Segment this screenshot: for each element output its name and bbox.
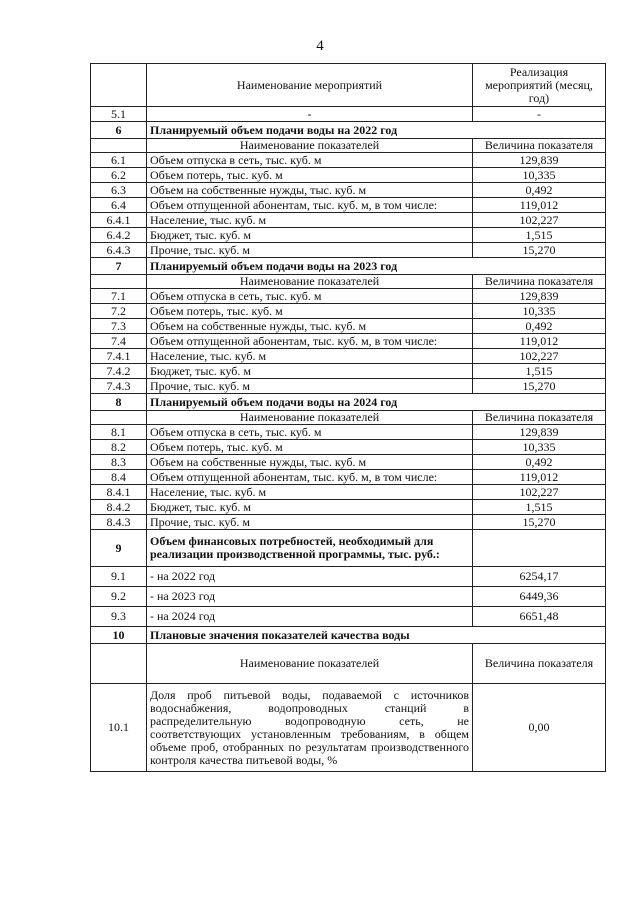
subheader-value: Величина показателя — [473, 275, 606, 289]
row-name: - — [147, 107, 473, 122]
row-name: Население, тыс. куб. м — [147, 485, 473, 500]
row-number: 9.3 — [91, 607, 147, 627]
section-number: 7 — [91, 258, 147, 275]
section-title: Планируемый объем подачи воды на 2022 год — [147, 122, 606, 139]
row-number: 8.4 — [91, 470, 147, 485]
row-name: - на 2023 год — [147, 587, 473, 607]
row-value: 1,515 — [473, 500, 606, 515]
subheader-blank — [91, 644, 147, 684]
section-value-blank — [473, 530, 606, 567]
row-number: 7.2 — [91, 304, 147, 319]
table-row — [91, 319, 606, 334]
subheader-name: Наименование показателей — [147, 275, 473, 289]
table-row — [91, 213, 606, 228]
row-value: 0,492 — [473, 183, 606, 198]
row-value: 119,012 — [473, 198, 606, 213]
subheader-name: Наименование показателей — [147, 411, 473, 425]
row-name: Объем отпуска в сеть, тыс. куб. м — [147, 289, 473, 304]
table-row — [91, 440, 606, 455]
table-row — [91, 684, 606, 772]
program-table — [90, 63, 606, 772]
row-value: 6651,48 — [473, 607, 606, 627]
row-number: 8.2 — [91, 440, 147, 455]
row-value: 6254,17 — [473, 567, 606, 587]
row-name: Население, тыс. куб. м — [147, 213, 473, 228]
section-title-row — [91, 122, 606, 139]
row-number: 6.4.2 — [91, 228, 147, 243]
row-number: 8.3 — [91, 455, 147, 470]
row-number: 6.3 — [91, 183, 147, 198]
table-row — [91, 607, 606, 627]
table-row — [91, 455, 606, 470]
row-name: Объем потерь, тыс. куб. м — [147, 440, 473, 455]
subheader-blank — [91, 411, 147, 425]
row-name: Объем на собственные нужды, тыс. куб. м — [147, 455, 473, 470]
row-number: 8.4.1 — [91, 485, 147, 500]
table-row — [91, 228, 606, 243]
row-name: Объем потерь, тыс. куб. м — [147, 168, 473, 183]
row-value: 129,839 — [473, 425, 606, 440]
section-number: 6 — [91, 122, 147, 139]
row-value: 1,515 — [473, 364, 606, 379]
subheader-name: Наименование показателей — [147, 644, 473, 684]
section-title: Объем финансовых потребностей, необходимый для реализации производственной программы, тыс. руб.: — [147, 530, 473, 567]
row-value: 6449,36 — [473, 587, 606, 607]
header-num-cell — [91, 64, 147, 107]
row-number: 6.2 — [91, 168, 147, 183]
section-number: 10 — [91, 627, 147, 644]
row-number: 7.4.2 — [91, 364, 147, 379]
row-number: 10.1 — [91, 684, 147, 772]
row-name: - на 2022 год — [147, 567, 473, 587]
table-row — [91, 289, 606, 304]
row-number: 9.1 — [91, 567, 147, 587]
row-value: 102,227 — [473, 349, 606, 364]
row-value: 10,335 — [473, 304, 606, 319]
section-title-row — [91, 530, 606, 567]
row-name: Объем отпущенной абонентам, тыс. куб. м, в том числе: — [147, 334, 473, 349]
row-name: Бюджет, тыс. куб. м — [147, 500, 473, 515]
row-name: Объем на собственные нужды, тыс. куб. м — [147, 183, 473, 198]
row-name: Объем отпущенной абонентам, тыс. куб. м, в том числе: — [147, 470, 473, 485]
row-name: Прочие, тыс. куб. м — [147, 515, 473, 530]
subheader-value: Величина показателя — [473, 644, 606, 684]
row-name: Доля проб питьевой воды, подаваемой с источников водоснабжения, водопроводных станций в распределительную водопроводную сеть, не соответствующих установленным требованиям, в общем объеме проб, отобранных по результатам производственного контроля качества питьевой воды, % — [147, 684, 473, 772]
section-title: Плановые значения показателей качества воды — [147, 627, 606, 644]
table-row — [91, 107, 606, 122]
table-row — [91, 379, 606, 394]
header-col-name: Наименование мероприятий — [147, 64, 473, 107]
row-name: Объем на собственные нужды, тыс. куб. м — [147, 319, 473, 334]
table-row — [91, 515, 606, 530]
row-value: - — [473, 107, 606, 122]
row-value: 119,012 — [473, 470, 606, 485]
section-title: Планируемый объем подачи воды на 2023 год — [147, 258, 606, 275]
subheader-blank — [91, 139, 147, 153]
table-header-row — [91, 64, 606, 107]
row-name: Объем отпуска в сеть, тыс. куб. м — [147, 153, 473, 168]
table-row — [91, 168, 606, 183]
table-row — [91, 500, 606, 515]
row-name: Объем отпуска в сеть, тыс. куб. м — [147, 425, 473, 440]
row-name: Бюджет, тыс. куб. м — [147, 364, 473, 379]
page-number: 4 — [316, 38, 324, 54]
row-value: 1,515 — [473, 228, 606, 243]
row-name: Население, тыс. куб. м — [147, 349, 473, 364]
row-value: 129,839 — [473, 289, 606, 304]
subheader-row — [91, 644, 606, 684]
table-row — [91, 364, 606, 379]
row-value: 10,335 — [473, 168, 606, 183]
row-number: 5.1 — [91, 107, 147, 122]
row-number: 6.4.1 — [91, 213, 147, 228]
row-number: 8.4.3 — [91, 515, 147, 530]
subheader-value: Величина показателя — [473, 139, 606, 153]
row-number: 9.2 — [91, 587, 147, 607]
table-row — [91, 425, 606, 440]
row-number: 7.4.1 — [91, 349, 147, 364]
row-number: 7.4.3 — [91, 379, 147, 394]
row-value: 102,227 — [473, 213, 606, 228]
subheader-name: Наименование показателей — [147, 139, 473, 153]
row-name: - на 2024 год — [147, 607, 473, 627]
subheader-row — [91, 275, 606, 289]
row-number: 6.4 — [91, 198, 147, 213]
row-name: Объем потерь, тыс. куб. м — [147, 304, 473, 319]
row-value: 15,270 — [473, 515, 606, 530]
row-number: 6.1 — [91, 153, 147, 168]
section-title-row — [91, 258, 606, 275]
row-value: 0,00 — [473, 684, 606, 772]
row-name: Бюджет, тыс. куб. м — [147, 228, 473, 243]
table-row — [91, 485, 606, 500]
row-number: 7.1 — [91, 289, 147, 304]
table-row — [91, 243, 606, 258]
row-number: 6.4.3 — [91, 243, 147, 258]
row-value: 129,839 — [473, 153, 606, 168]
section-title-row — [91, 394, 606, 411]
table-row — [91, 349, 606, 364]
row-name: Объем отпущенной абонентам, тыс. куб. м, в том числе: — [147, 198, 473, 213]
row-value: 0,492 — [473, 455, 606, 470]
row-number: 7.4 — [91, 334, 147, 349]
table-row — [91, 470, 606, 485]
subheader-value: Величина показателя — [473, 411, 606, 425]
row-value: 102,227 — [473, 485, 606, 500]
subheader-row — [91, 139, 606, 153]
row-value: 15,270 — [473, 243, 606, 258]
table-row — [91, 198, 606, 213]
subheader-blank — [91, 275, 147, 289]
row-number: 8.4.2 — [91, 500, 147, 515]
row-name: Прочие, тыс. куб. м — [147, 243, 473, 258]
table-row — [91, 183, 606, 198]
row-value: 119,012 — [473, 334, 606, 349]
section-title-row — [91, 627, 606, 644]
row-name: Прочие, тыс. куб. м — [147, 379, 473, 394]
row-value: 15,270 — [473, 379, 606, 394]
row-number: 8.1 — [91, 425, 147, 440]
section-number: 8 — [91, 394, 147, 411]
section-title: Планируемый объем подачи воды на 2024 год — [147, 394, 606, 411]
header-col-implementation: Реализация мероприятий (месяц, год) — [473, 64, 606, 107]
row-value: 0,492 — [473, 319, 606, 334]
row-number: 7.3 — [91, 319, 147, 334]
table-row — [91, 153, 606, 168]
table-row — [91, 334, 606, 349]
table-row — [91, 567, 606, 587]
row-value: 10,335 — [473, 440, 606, 455]
table-row — [91, 587, 606, 607]
section-number: 9 — [91, 530, 147, 567]
subheader-row — [91, 411, 606, 425]
table-row — [91, 304, 606, 319]
